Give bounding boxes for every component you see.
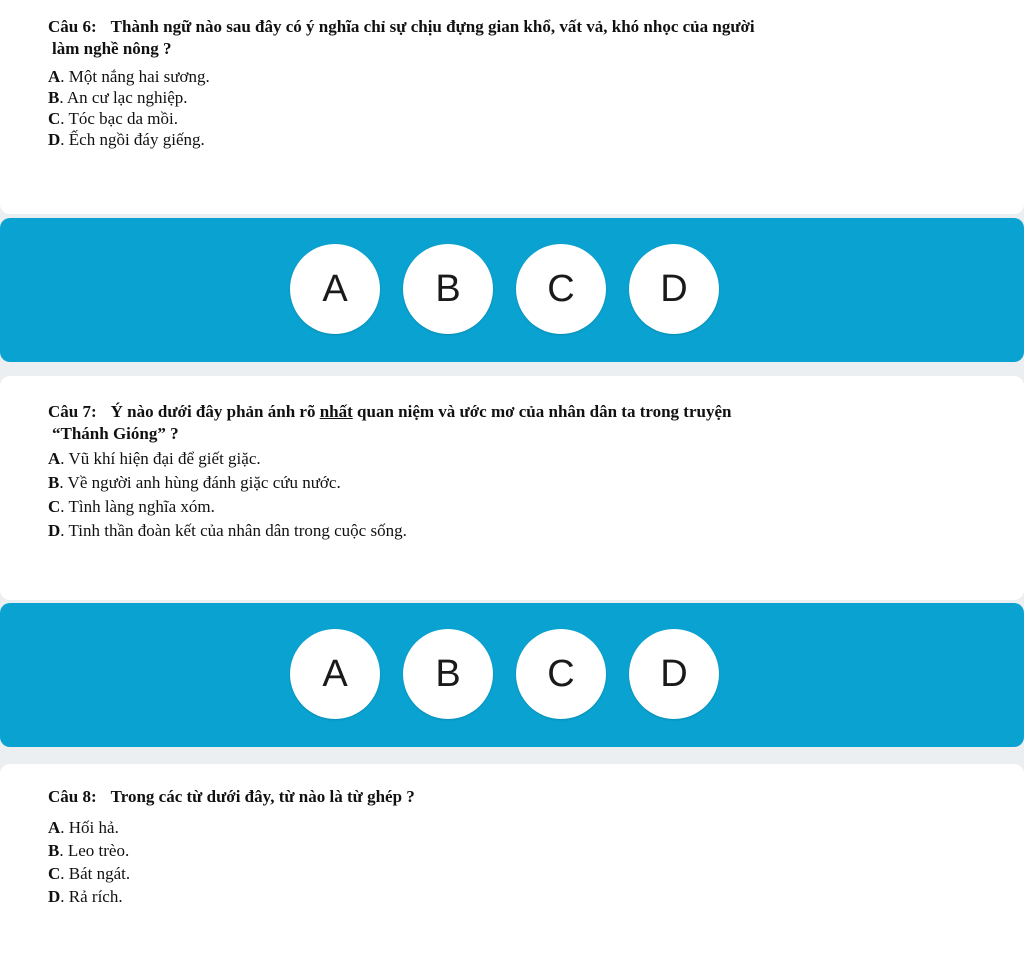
question-7-title-cont: “Thánh Gióng” ?	[52, 424, 179, 443]
question-7-number: Câu 7:	[48, 402, 97, 421]
question-8-title	[48, 786, 984, 808]
question-8-text: Trong các từ dưới đây, từ nào là từ ghép ?	[110, 787, 415, 806]
answer-band-1	[0, 218, 1024, 362]
emphasis-word: nhất	[319, 402, 353, 421]
option-c: C. Bát ngát.	[48, 864, 131, 883]
question-6	[48, 16, 984, 150]
question-6-text: Thành ngữ nào sau đây có ý nghĩa chỉ sự chịu đựng gian khổ, vất vả, khó nhọc của người	[110, 17, 755, 36]
answer-button-a[interactable]: A	[290, 244, 380, 334]
answer-button-d[interactable]: D	[629, 244, 719, 334]
option-d: D. Rả rích.	[48, 887, 123, 906]
question-8-number: Câu 8:	[48, 787, 97, 806]
option-d: D. Ếch ngồi đáy giếng.	[48, 130, 205, 149]
option-a: A. Vũ khí hiện đại để giết giặc.	[48, 449, 261, 468]
question-8-options	[48, 816, 984, 908]
answer-button-c[interactable]: C	[516, 244, 606, 334]
question-6-number: Câu 6:	[48, 17, 97, 36]
answer-band-2	[0, 603, 1024, 747]
answer-button-b[interactable]: B	[403, 244, 493, 334]
answer-button-b[interactable]: B	[403, 629, 493, 719]
option-a: A. Một nắng hai sương.	[48, 67, 210, 86]
option-b: B. An cư lạc nghiệp.	[48, 88, 188, 107]
question-8	[48, 786, 984, 908]
question-7-title: Câu 7: Ý nào dưới đây phản ánh rõ nhất quan niệm và ước mơ của nhân dân ta trong truyện	[48, 402, 732, 421]
answer-button-a[interactable]: A	[290, 629, 380, 719]
question-6-options	[48, 66, 984, 150]
question-6-title	[48, 16, 984, 38]
question-7-options	[48, 447, 984, 543]
option-c: C. Tình làng nghĩa xóm.	[48, 497, 215, 516]
option-a: A. Hối hả.	[48, 818, 119, 837]
answer-button-d[interactable]: D	[629, 629, 719, 719]
option-d: D. Tinh thần đoàn kết của nhân dân trong cuộc sống.	[48, 521, 407, 540]
question-7	[48, 401, 984, 543]
option-b: B. Leo trèo.	[48, 841, 130, 860]
answer-button-c[interactable]: C	[516, 629, 606, 719]
option-b: B. Về người anh hùng đánh giặc cứu nước.	[48, 473, 341, 492]
option-c: C. Tóc bạc da mồi.	[48, 109, 178, 128]
question-6-title-cont: làm nghề nông ?	[52, 39, 172, 58]
